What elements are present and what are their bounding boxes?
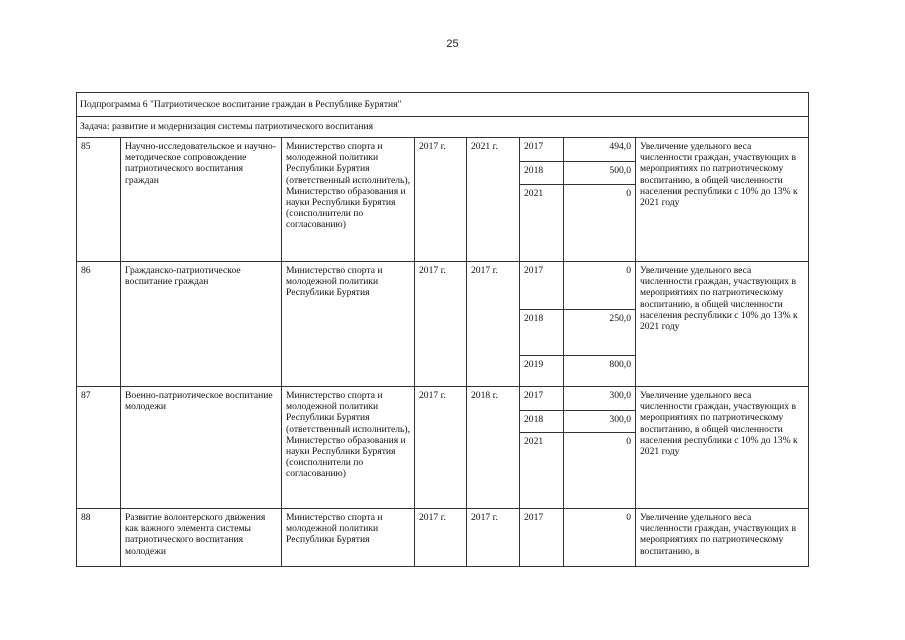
funding-amount: 800,0 <box>564 356 636 387</box>
funding-amount: 0 <box>564 509 636 567</box>
funding-year: 2019 <box>520 356 564 387</box>
funding-amount: 300,0 <box>564 387 636 411</box>
funding-amount: 0 <box>564 185 636 262</box>
activity-name: Развитие волонтерского движения как важного элемента системы патриотического воспитания молодежи <box>121 509 282 567</box>
funding-amount: 0 <box>564 262 636 310</box>
program-table <box>76 92 809 567</box>
funding-year: 2017 <box>520 509 564 567</box>
expected-result: Увеличение удельного веса численности граждан, участвующих в мероприятиях по патриотическому воспитанию, в <box>636 509 809 567</box>
funding-amount: 250,0 <box>564 310 636 356</box>
funding-year: 2017 <box>520 262 564 310</box>
end-date: 2017 г. <box>467 262 520 387</box>
funding-year: 2017 <box>520 138 564 162</box>
end-date: 2021 г. <box>467 138 520 262</box>
table-row <box>77 138 809 162</box>
task-row <box>77 117 809 138</box>
expected-result: Увеличение удельного веса численности граждан, участвующих в мероприятиях по патриотическому воспитанию, в общей численности населения республики с 10% до 13% к 2021 году <box>636 138 809 262</box>
funding-amount: 500,0 <box>564 162 636 185</box>
expected-result: Увеличение удельного веса численности граждан, участвующих в мероприятиях по патриотическому воспитанию, в общей численности населения республики с 10% до 13% к 2021 году <box>636 387 809 509</box>
executors: Министерство спорта и молодежной политики Республики Бурятия <box>282 262 415 387</box>
start-date: 2017 г. <box>415 509 467 567</box>
funding-year: 2017 <box>520 387 564 411</box>
row-number: 88 <box>77 509 121 567</box>
end-date: 2018 г. <box>467 387 520 509</box>
page-number: 25 <box>446 38 459 50</box>
start-date: 2017 г. <box>415 387 467 509</box>
executors: Министерство спорта и молодежной политики Республики Бурятия (ответственный исполнитель), Министерство образования и науки Республики Бурятия (соисполнители по согласованию) <box>282 387 415 509</box>
funding-year: 2018 <box>520 310 564 356</box>
funding-year: 2018 <box>520 162 564 185</box>
table-row <box>77 509 809 567</box>
funding-amount: 300,0 <box>564 411 636 433</box>
activity-name: Научно-исследовательское и научно-методическое сопровождение патриотического воспитания граждан <box>121 138 282 262</box>
expected-result: Увеличение удельного веса численности граждан, участвующих в мероприятиях по патриотическому воспитанию, в общей численности населения республики с 10% до 13% к 2021 году <box>636 262 809 387</box>
task-title: Задача: развитие и модернизация системы патриотического воспитания <box>77 117 809 138</box>
funding-year: 2021 <box>520 433 564 509</box>
executors: Министерство спорта и молодежной политики Республики Бурятия <box>282 509 415 567</box>
start-date: 2017 г. <box>415 138 467 262</box>
start-date: 2017 г. <box>415 262 467 387</box>
funding-year: 2018 <box>520 411 564 433</box>
funding-year: 2021 <box>520 185 564 262</box>
end-date: 2017 г. <box>467 509 520 567</box>
executors: Министерство спорта и молодежной политики Республики Бурятия (ответственный исполнитель), Министерство образования и науки Республики Бурятия (соисполнители по согласованию) <box>282 138 415 262</box>
activity-name: Военно-патриотическое воспитание молодежи <box>121 387 282 509</box>
funding-amount: 0 <box>564 433 636 509</box>
row-number: 85 <box>77 138 121 262</box>
table-row <box>77 387 809 411</box>
activity-name: Гражданско-патриотическое воспитание граждан <box>121 262 282 387</box>
table-row <box>77 262 809 310</box>
funding-amount: 494,0 <box>564 138 636 162</box>
subprogram-title: Подпрограмма 6 "Патриотическое воспитание граждан в Республике Бурятия" <box>77 93 809 117</box>
subprogram-row <box>77 93 809 117</box>
row-number: 87 <box>77 387 121 509</box>
row-number: 86 <box>77 262 121 387</box>
